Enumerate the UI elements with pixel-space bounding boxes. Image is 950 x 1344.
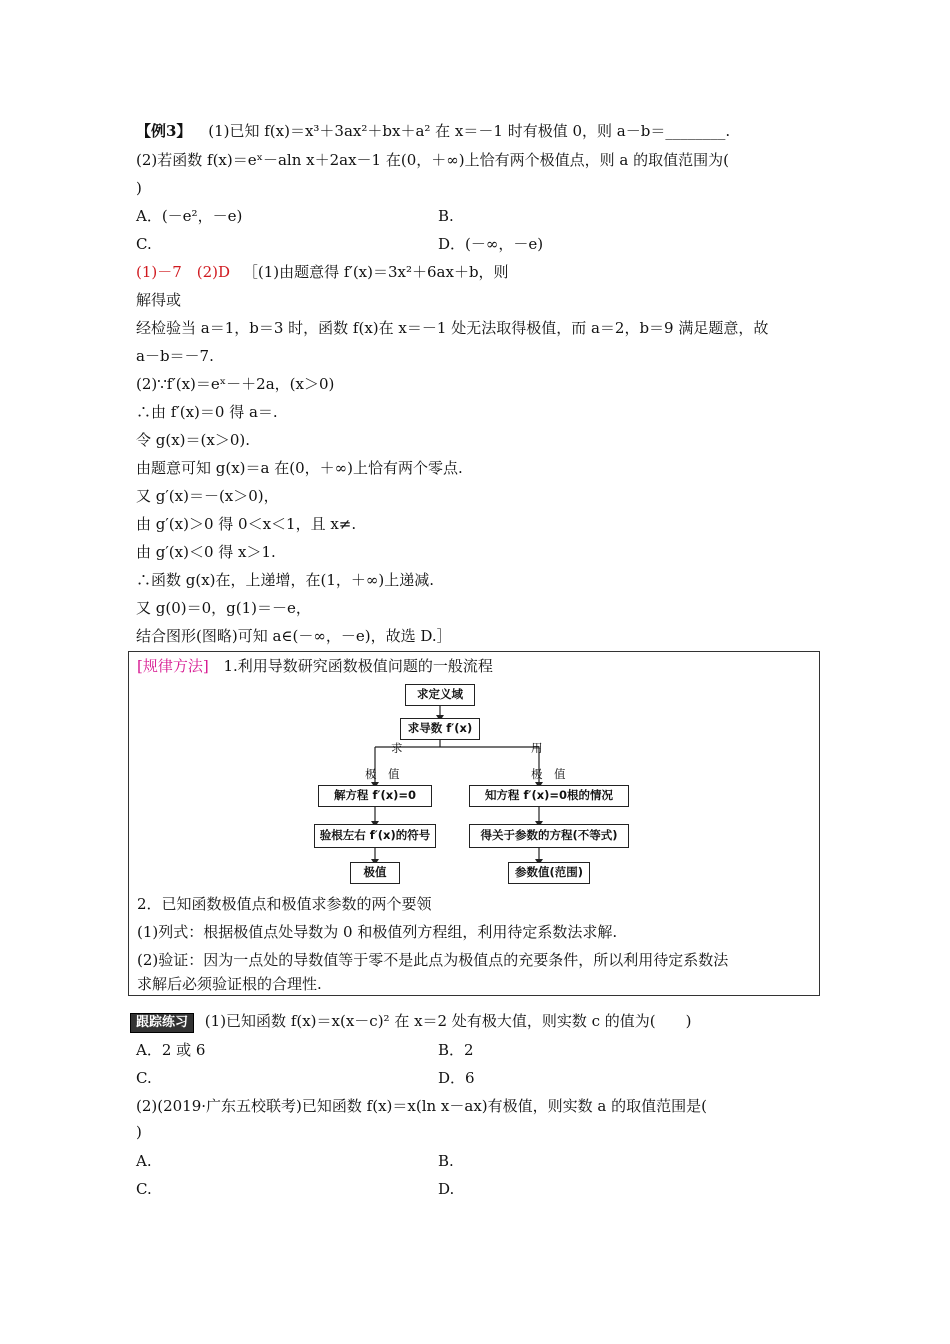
method-tag: [规律方法]: [137, 657, 209, 675]
practice-question-2: (2)(2019·广东五校联考)已知函数 f(x)＝x(ln x－ax)有极值，则实数 a 的取值范围是(: [136, 1097, 707, 1115]
solution-line-14: 结合图形(图略)可知 a∈(－∞，－e)，故选 D.］: [136, 627, 452, 645]
solution-line-12: ∴函数 g(x)在，上递增，在(1，＋∞)上递减.: [136, 571, 435, 589]
flow-box-domain: 求定义域: [405, 684, 475, 706]
option-row-ab: [136, 206, 242, 226]
example-question-2: (2)若函数 f(x)＝eˣ－aln x＋2ax－1 在(0，＋∞)上恰有两个极值点，则 a 的取值范围为(: [136, 151, 729, 169]
practice-q1-text: (1)已知函数 f(x)＝x(x－c)² 在 x＝2 处有极大值，则实数 c 的值为( ): [204, 1012, 692, 1030]
practice-q1-option-a: A．2 或 6: [136, 1041, 206, 1059]
solution-text-1: ［(1)由题意得 f′(x)＝3x²＋6ax＋b，则: [242, 263, 509, 281]
method-point-2: 2．已知函数极值点和极值求参数的两个要领: [137, 895, 432, 913]
practice-q2-option-a: A.: [136, 1152, 152, 1170]
practice-q2-option-c: C.: [136, 1180, 152, 1198]
example-question-2-cont: ): [136, 179, 142, 197]
flow-box-know: 知方程 f′(x)=0根的情况: [469, 785, 629, 807]
flow-label-use: 用: [531, 741, 543, 755]
flow-box-derivative: 求导数 f′(x): [400, 718, 480, 740]
flow-label-extreme-left: 极 值: [365, 767, 400, 781]
solution-line-1: [136, 262, 509, 282]
example-label: 【例3】: [136, 122, 192, 140]
practice-question-2-cont: ): [136, 1123, 142, 1141]
practice-badge: 跟踪练习: [130, 1013, 194, 1033]
example-question-1: [136, 121, 730, 141]
solution-line-2: 解得或: [136, 291, 182, 309]
solution-line-8: 由题意可知 g(x)＝a 在(0，＋∞)上恰有两个零点.: [136, 459, 463, 477]
solution-line-6: ∴由 f′(x)＝0 得 a＝.: [136, 403, 278, 421]
practice-question-1: [130, 1011, 692, 1033]
flow-box-equation: 得关于参数的方程(不等式): [469, 824, 629, 848]
solution-line-7: 令 g(x)＝(x＞0).: [136, 431, 251, 449]
flow-box-verify: 验根左右 f′(x)的符号: [314, 824, 436, 848]
flow-box-solve: 解方程 f′(x)=0: [318, 785, 432, 807]
method-title: 1.利用导数研究函数极值问题的一般流程: [223, 657, 493, 675]
solution-line-5: (2)∵f′(x)＝eˣ－＋2a，(x＞0): [136, 375, 335, 393]
example-q1-text: (1)已知 f(x)＝x³＋3ax²＋bx＋a² 在 x＝－1 时有极值 0，则 a－b＝________.: [208, 122, 731, 140]
answer: (1)－7 (2)D: [136, 263, 231, 281]
option-c: C.: [136, 235, 152, 253]
method-box: [128, 651, 820, 996]
practice-q1-option-d: D．6: [438, 1069, 475, 1087]
option-a: A．(－e²，－e): [136, 207, 243, 225]
method-point-2b: (2)验证：因为一点处的导数值等于零不是此点为极值点的充要条件，所以利用待定系数法: [137, 951, 729, 969]
solution-line-4: a－b＝－7.: [136, 347, 214, 365]
flow-box-param: 参数值(范围): [508, 862, 590, 884]
method-point-2a: (1)列式：根据极值点处导数为 0 和极值列方程组，利用待定系数法求解.: [137, 923, 618, 941]
option-d: D．(－∞，－e): [438, 235, 544, 253]
solution-line-9: 又 g′(x)＝－(x＞0)，: [136, 487, 279, 505]
flow-box-extreme: 极值: [350, 862, 400, 884]
practice-q1-option-b: B．2: [438, 1041, 474, 1059]
practice-q1-option-c: C.: [136, 1069, 152, 1087]
solution-line-10: 由 g′(x)＞0 得 0＜x＜1，且 x≠.: [136, 515, 357, 533]
method-point-2b-cont: 求解后必须验证根的合理性.: [137, 975, 322, 993]
practice-q2-option-b: B.: [438, 1152, 454, 1170]
practice-q2-option-d: D.: [438, 1180, 455, 1198]
flow-label-extreme-right: 极 值: [531, 767, 566, 781]
solution-line-3: 经检验当 a＝1，b＝3 时，函数 f(x)在 x＝－1 处无法取得极值，而 a＝2，b＝9 满足题意，故: [136, 319, 769, 337]
flow-label-seek: 求: [391, 741, 403, 755]
solution-line-13: 又 g(0)＝0，g(1)＝－e，: [136, 599, 311, 617]
solution-line-11: 由 g′(x)＜0 得 x＞1.: [136, 543, 276, 561]
option-b: B.: [438, 207, 454, 225]
